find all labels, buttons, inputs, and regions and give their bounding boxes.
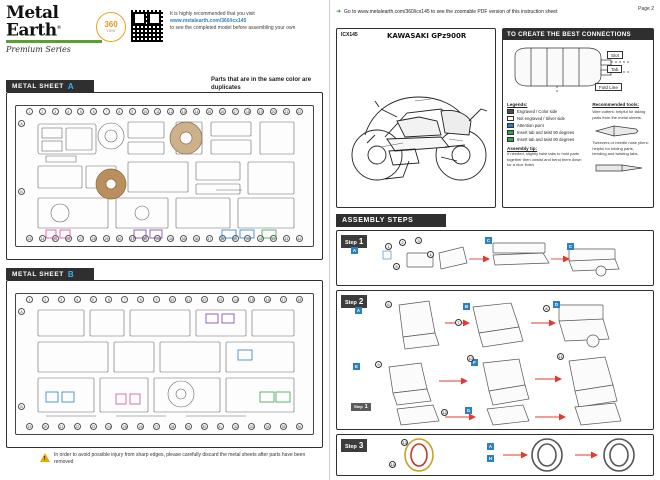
sheet-a-tick-41: 41: [258, 237, 263, 241]
top-note-url[interactable]: www.metalearth.com/360/icx145: [170, 18, 247, 24]
sheet-b-tick-26: 26: [138, 425, 143, 429]
sheet-a-tick-9: 9: [129, 108, 136, 115]
sheet-a-tick-27: 27: [78, 237, 83, 241]
sheet-b-tick-14: 14: [233, 298, 238, 302]
chip-num-14: 14: [390, 462, 395, 467]
sheet-b-tick-2: 2: [42, 296, 49, 303]
sheet-a-tick-24: 24: [40, 237, 45, 241]
badge-360-caption: VIEW: [106, 29, 116, 33]
chip-num-6: 6: [385, 301, 392, 308]
sheet-a-tick-23: 23: [27, 237, 32, 241]
sheet-a-tick-38: 38: [220, 237, 225, 241]
sheet-a-tick-28: 28: [91, 237, 96, 241]
brand-line2: Earth®: [6, 20, 62, 41]
sheet-a-tick-42: 42: [271, 237, 276, 241]
legend-item: [507, 123, 586, 128]
sheet-a-tick-19: 19: [258, 110, 263, 114]
chip-num-10: 10: [468, 356, 473, 361]
step-3-label: Step: [345, 444, 357, 450]
chip-letter-e: E: [353, 363, 360, 370]
sheet-b-tick-5: 5: [90, 296, 97, 303]
sheet-a-tick-1: 1: [26, 108, 33, 115]
step-3-box: [336, 434, 654, 476]
legend-label: Insert tab and twist 90 degrees: [517, 130, 575, 135]
sheet-a-tick-14: 14: [194, 110, 199, 114]
chip-letter-a2: A: [356, 308, 361, 313]
callout-fold-line: Fold Line: [595, 83, 622, 91]
chip-letter-c2: C: [568, 244, 573, 249]
sheet-b-label: METAL SHEET: [12, 270, 64, 278]
assembly-tip-title: Assembly tip:: [507, 146, 538, 151]
pdf-link-note: [336, 8, 654, 15]
top-note-line2: to see the completed model before assembling your own: [170, 25, 296, 31]
sheet-a-tick-40: 40: [245, 237, 250, 241]
assembly-tip-text: If needed, slightly twist tabs to hold parts together then unwist and bend them down for a nice finish: [507, 151, 582, 167]
sheet-a-tick-31: 31: [130, 237, 135, 241]
tools-text-cutters: Wire cutters: helpful for taking parts from the metal sheets.: [592, 109, 646, 120]
chip-letter-h: H: [488, 456, 493, 461]
legend-swatch-attention-icon: [507, 123, 514, 128]
metal-sheet-a: [6, 92, 323, 260]
sheet-b-tick-B: B: [18, 403, 25, 410]
sheet-a-letter: A: [67, 81, 75, 91]
chip-num-8: 8: [543, 305, 550, 312]
assembly-steps-header: ASSEMBLY STEPS: [336, 214, 446, 227]
legend-label: Not engraved / Silver side: [517, 116, 565, 121]
sheet-a-tick-36: 36: [194, 237, 199, 241]
sheet-a-tick-13: 13: [181, 110, 186, 114]
chip-num-7: 7: [455, 319, 462, 326]
sheet-a-tick-21: 21: [284, 110, 289, 114]
sheet-a-tick-39: 39: [233, 237, 237, 241]
sheet-b-tick-23: 23: [91, 425, 95, 429]
sheet-a-tick-22: 22: [297, 110, 302, 114]
step-2-sub-step-tab: [351, 403, 371, 411]
tools-title: Recommended tools:: [592, 102, 640, 107]
sheet-a-tick-4: 4: [65, 108, 72, 115]
step-2-artwork: [343, 293, 649, 429]
badge-360-number: 360: [104, 20, 118, 29]
sheet-a-tick-32: 32: [143, 237, 147, 241]
motorcycle-line-art: [345, 51, 493, 201]
sheet-b-tick-25: 25: [122, 425, 127, 429]
chip-num-13: 13: [402, 440, 407, 445]
chip-letter-g: G: [466, 408, 471, 413]
sheet-b-tick-29: 29: [186, 425, 191, 429]
sheet-b-tick-7: 7: [121, 296, 128, 303]
arrow-right-icon: ➜: [336, 9, 342, 15]
model-name: KAWASAKI GPz900R: [387, 32, 467, 40]
legend-title: Legends:: [507, 102, 528, 107]
sheet-b-tick-32: 32: [233, 425, 238, 429]
sheet-a-tick-3: 3: [52, 108, 59, 115]
brand-logo: [6, 3, 102, 54]
brand-line1: Metal: [6, 3, 59, 23]
step-2-label: Step: [345, 300, 357, 306]
left-page: [0, 0, 329, 480]
sheet-a-tick-26: 26: [66, 237, 70, 241]
step-2-box: [336, 290, 654, 430]
safety-warning-text: In order to avoid possible injury from sharp edges, please carefully discard the metal sheets after parts have been removed: [54, 452, 306, 465]
chip-num-1: 1: [385, 243, 392, 250]
sheet-a-tick-35: 35: [181, 237, 186, 241]
legend-label: Engraved / Color side: [517, 109, 558, 114]
sheet-b-tick-8: 8: [137, 296, 144, 303]
sheet-a-tick-37: 37: [207, 237, 212, 241]
sheet-a-tick-2: 2: [39, 108, 46, 115]
chip-num-11: 11: [558, 354, 563, 359]
sheet-a-tick-25: 25: [53, 237, 58, 241]
legend-item: [507, 137, 586, 142]
badge-360-view: [96, 12, 126, 42]
sheet-b-tick-17: 17: [281, 298, 286, 302]
sheet-b-tick-10: 10: [170, 298, 175, 302]
step-3-artwork: [343, 437, 649, 475]
page-number: Page 2: [638, 6, 654, 12]
sheet-a-tick-7: 7: [103, 108, 110, 115]
step-1-label: Step: [345, 240, 357, 246]
sheet-a-tick-16: 16: [220, 110, 225, 114]
duplicate-parts-note: Parts that are in the same color are duplicates: [211, 77, 312, 91]
sheet-b-tick-30: 30: [202, 425, 207, 429]
sheet-b-tick-13: 13: [218, 298, 222, 302]
sheet-b-tick-27: 27: [154, 425, 159, 429]
sheet-a-tick-44: 44: [297, 237, 302, 241]
sheet-a-tick-43: 43: [284, 237, 289, 241]
chip-letter-c1: C: [486, 238, 491, 243]
sheet-a-label: METAL SHEET: [12, 82, 64, 90]
sheet-b-tick-21: 21: [59, 425, 64, 429]
chip-letter-a: A: [352, 248, 357, 253]
model-preview-box: [336, 28, 496, 208]
legend-swatch-silver-icon: [507, 116, 514, 121]
chip-num-5: 5: [393, 263, 400, 270]
callout-tab: Tab: [607, 65, 622, 73]
chip-num-12: 12: [442, 410, 447, 415]
sub-step-label: Step: [354, 404, 363, 409]
chip-letter-d: D: [554, 302, 559, 307]
chip-letter-b: B: [464, 304, 469, 309]
sheet-b-tick-1: 1: [26, 296, 33, 303]
chip-num-2: 2: [399, 239, 406, 246]
chip-num-3: 3: [415, 237, 422, 244]
legend-swatch-twist-icon: [507, 130, 514, 135]
warning-triangle-icon: [40, 453, 50, 462]
step-1-box: [336, 230, 654, 286]
sheet-b-tick-3: 3: [58, 296, 65, 303]
sheet-b-tick-16: 16: [265, 298, 270, 302]
sheet-b-tick-9: 9: [153, 296, 160, 303]
legend-swatch-engraved-icon: [507, 109, 514, 114]
sheet-b-tick-24: 24: [106, 425, 111, 429]
sheet-b-tick-6: 6: [105, 296, 112, 303]
brand-tm: ®: [56, 25, 62, 31]
tools-text-pliers: Tweezers or needle nose pliers: helpful for folding parts, bending and twisting tabs.: [592, 140, 649, 156]
legend-item: [507, 109, 586, 114]
chip-num-9: 9: [375, 361, 382, 368]
sheet-b-tick-35: 35: [281, 425, 286, 429]
legend-item: [507, 116, 586, 121]
legend-swatch-twist2-icon: [507, 137, 514, 142]
chip-letter-f: F: [471, 359, 478, 366]
sheet-b-tick-15: 15: [249, 298, 254, 302]
sheet-a-tick-20: 20: [271, 110, 276, 114]
sheet-a-tick-11: 11: [156, 110, 160, 114]
sheet-a-tick-6: 6: [90, 108, 97, 115]
safety-warning: [40, 452, 320, 466]
sheet-a-tick-B: B: [18, 188, 25, 195]
legend-label: Attention point: [517, 123, 544, 128]
sheet-a-parts-artwork: [16, 106, 314, 247]
step-1-artwork: [343, 233, 649, 285]
chip-letter-a3: A: [488, 444, 493, 449]
sheet-a-tick-10: 10: [143, 110, 147, 114]
sheet-b-tick-11: 11: [186, 298, 191, 302]
sheet-a-tick-17: 17: [233, 110, 237, 114]
wire-cutters-icon: [592, 122, 648, 138]
connections-box: [502, 28, 654, 208]
top-note-line1: It is highly recommended that you visit: [170, 11, 255, 17]
sheet-a-tick-29: 29: [104, 237, 109, 241]
sheet-a-tick-5: 5: [77, 108, 84, 115]
sheet-b-parts-artwork: [16, 294, 314, 435]
qr-code-icon: [130, 9, 164, 43]
sheet-a-tick-15: 15: [207, 110, 212, 114]
sheet-a-tick-18: 18: [245, 110, 250, 114]
metal-sheet-a-header: [6, 80, 94, 92]
sheet-b-tick-18: 18: [297, 298, 302, 302]
sheet-a-tick-30: 30: [117, 237, 122, 241]
pdf-link-text[interactable]: Go to www.metalearth.com/360/icx145 to see the zoomable PDF version of this instruction sheet: [344, 8, 558, 15]
sheet-b-tick-22: 22: [75, 425, 80, 429]
sheet-a-tick-33: 33: [156, 237, 160, 241]
chip-num-4: 4: [427, 251, 434, 258]
sheet-b-tick-12: 12: [202, 298, 207, 302]
connections-title: TO CREATE THE BEST CONNECTIONS: [503, 29, 653, 40]
sheet-b-tick-19: 19: [27, 425, 32, 429]
sheet-a-tick-A: A: [18, 120, 25, 127]
legend-label: Insert tab and twist 90 degrees: [517, 137, 575, 142]
sheet-b-tick-33: 33: [249, 425, 254, 429]
right-page: [330, 0, 660, 480]
callout-slot: Slot: [607, 51, 623, 59]
sub-step-number: 1: [364, 404, 368, 410]
metal-sheet-b: [6, 280, 323, 448]
legend-item: [507, 130, 586, 135]
sheet-b-tick-28: 28: [170, 425, 175, 429]
sheet-b-tick-20: 20: [43, 425, 48, 429]
sheet-b-tick-36: 36: [297, 425, 302, 429]
sheet-b-tick-4: 4: [74, 296, 81, 303]
model-code: ICX145: [341, 32, 358, 38]
metal-sheet-b-header: [6, 268, 94, 280]
sheet-b-inner: [15, 293, 314, 435]
sheet-b-tick-34: 34: [265, 425, 270, 429]
top-note: [170, 11, 320, 32]
step-1-number: 1: [358, 237, 364, 246]
brand-series: Premium Series: [6, 44, 71, 54]
connection-diagram: [507, 42, 657, 98]
sheet-b-letter: B: [67, 269, 75, 279]
sheet-b-tick-31: 31: [218, 425, 222, 429]
needle-nose-pliers-icon: [592, 159, 648, 175]
sheet-a-tick-8: 8: [116, 108, 123, 115]
step-2-number: 2: [358, 297, 364, 306]
sheet-a-tick-12: 12: [168, 110, 173, 114]
sheet-a-inner: [15, 105, 314, 247]
sheet-b-tick-A: A: [18, 308, 25, 315]
step-3-number: 3: [358, 441, 364, 450]
sheet-a-tick-34: 34: [168, 237, 173, 241]
